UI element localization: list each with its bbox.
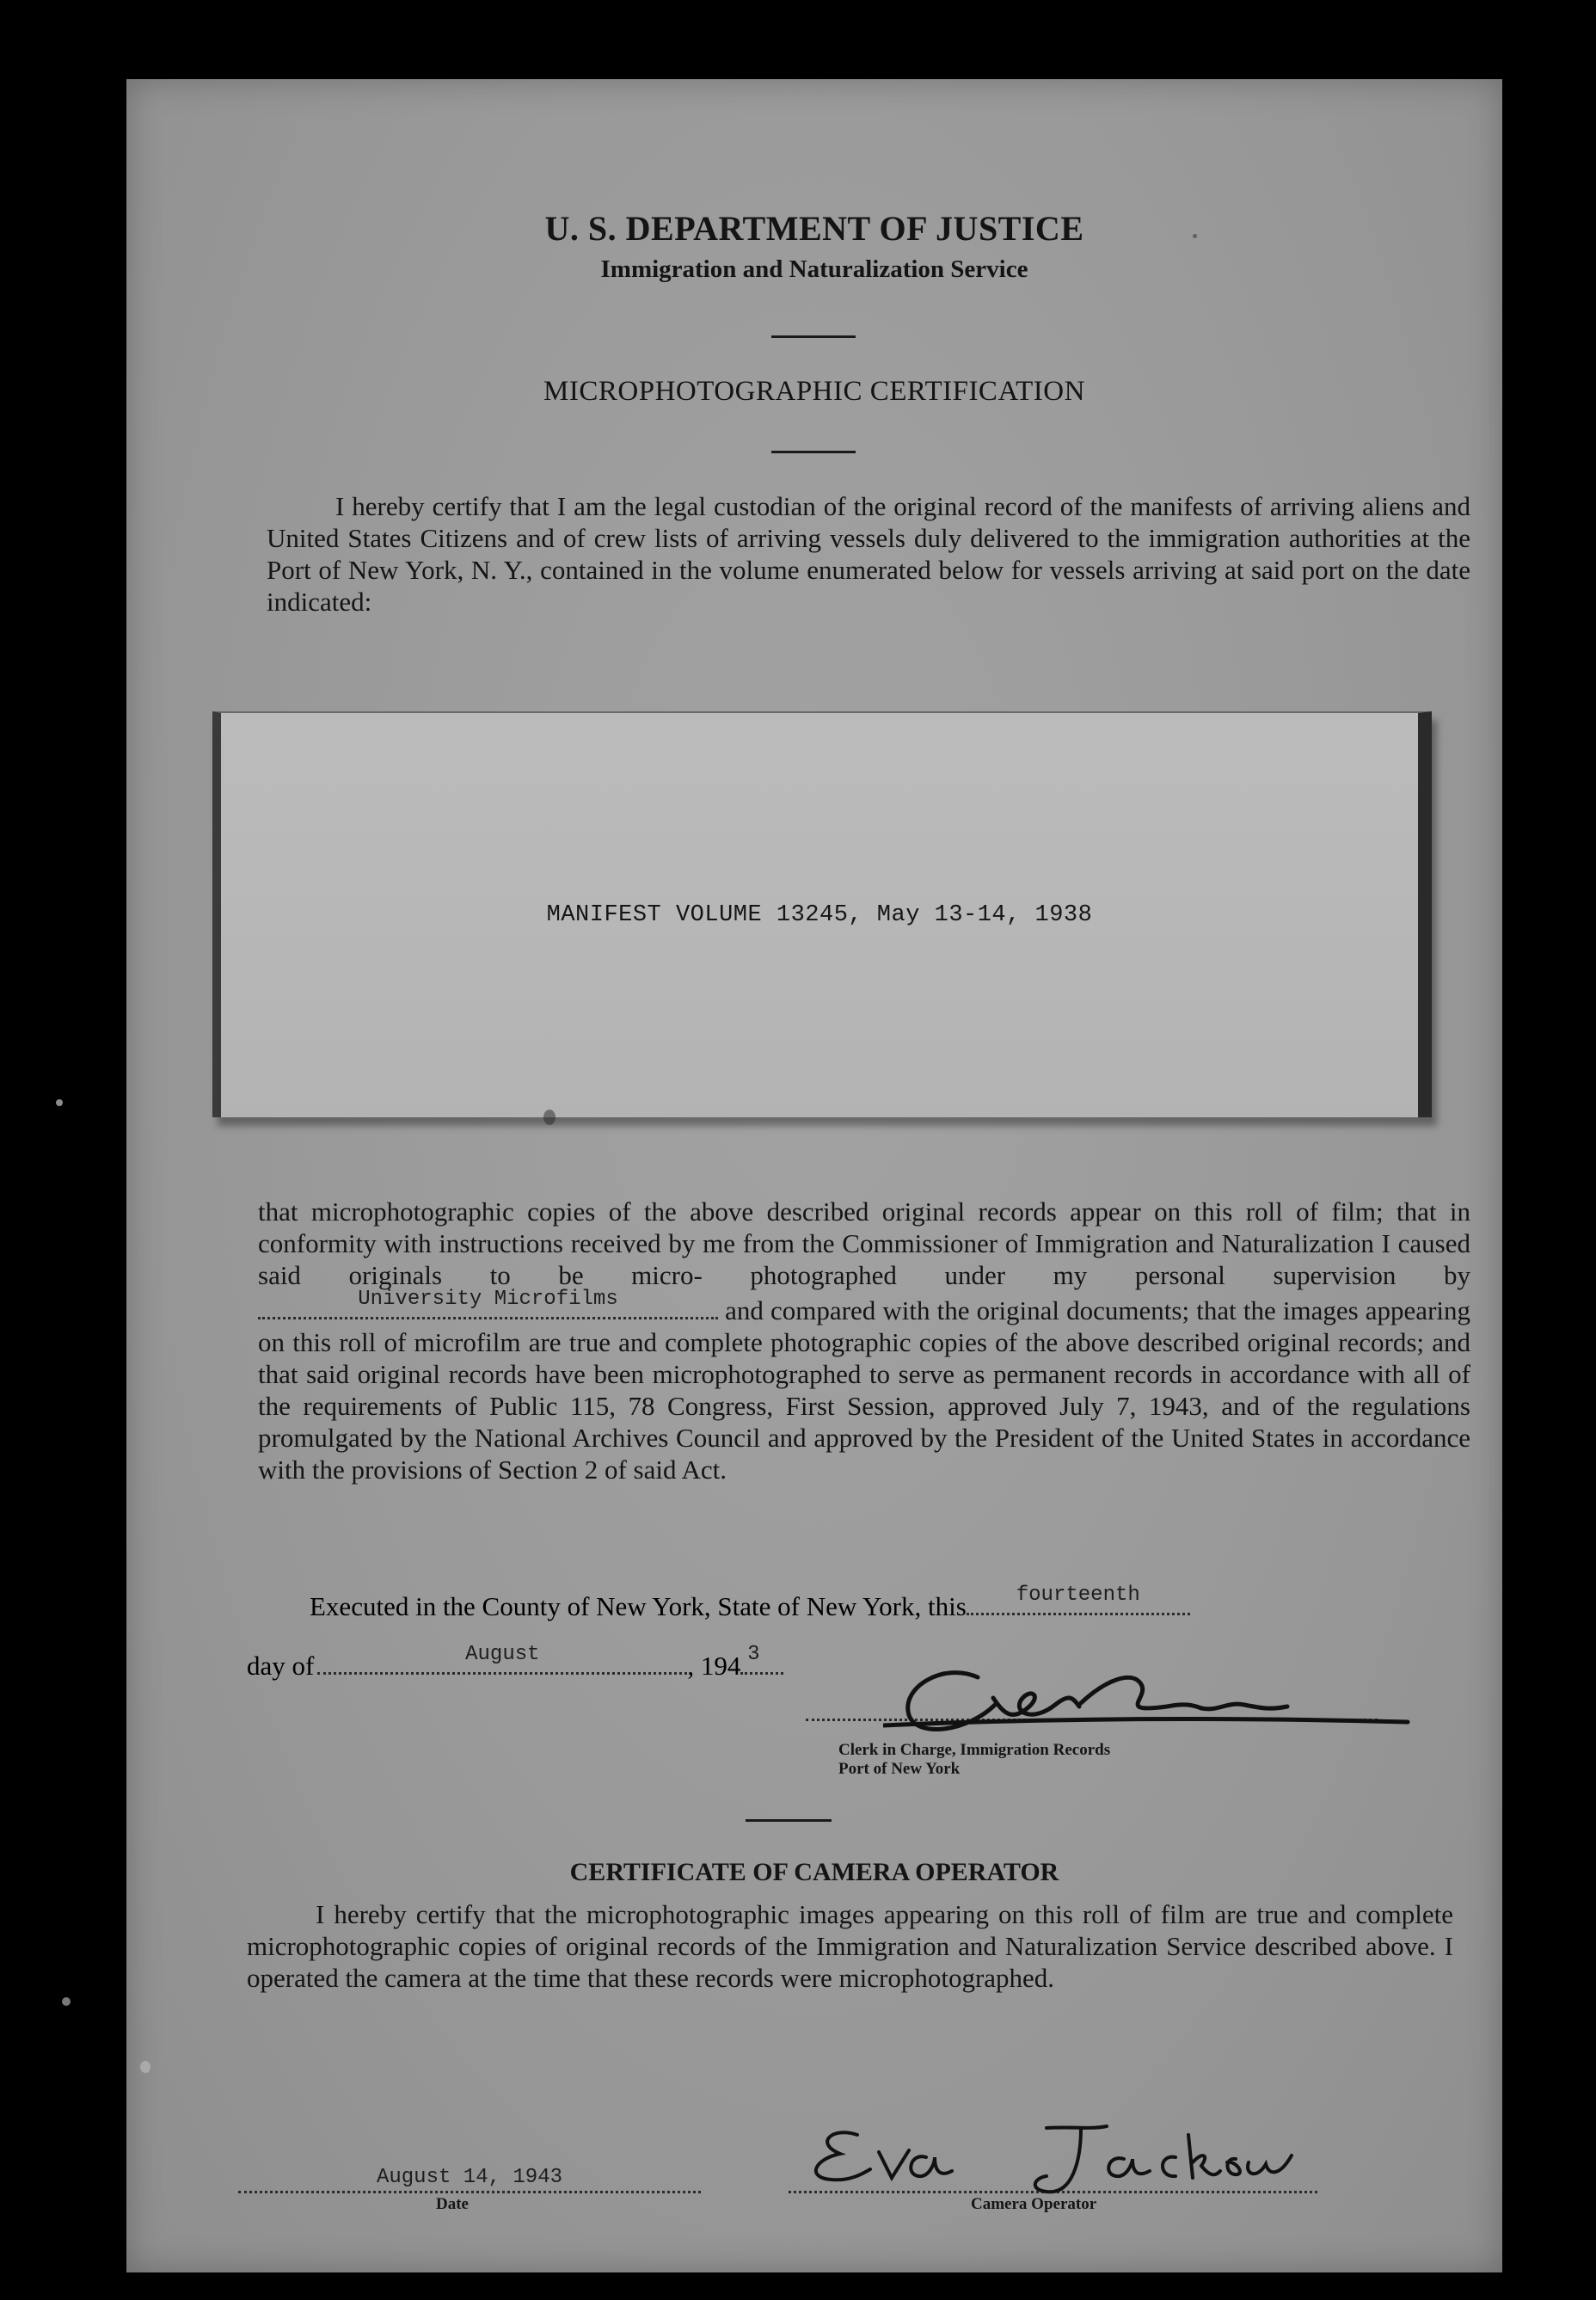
year-field (740, 1643, 783, 1675)
clerk-signature (883, 1653, 1416, 1748)
camera-date-value: August 14, 1943 (376, 2166, 563, 2189)
body-paragraph-end: and compared with the original documents; that the images appearing on this roll of microfilm are true and complete photographic copies of the above described original records; and that said original records have been microphotographed to serve as permanent records in accordance with all of the requirements of Public 115, 78 Congress, First Session, approved July 7, 1943, and of the regulations promulgated by the National Archives Council and approved by the President of the United States in accordance with the provisions of Section 2 of said Act. (258, 1295, 1471, 1485)
manifest-insert (212, 711, 1432, 1117)
film-speck (56, 1099, 63, 1106)
month-value: August (465, 1643, 540, 1666)
year-prefix: 194 (700, 1651, 741, 1681)
body-paragraph-start: that microphotographic copies of the above described original records appear on this roll of film; that in conformity with instructions received by me from the Commissioner of Immigration and Naturalization I caused said originals to be micro- (258, 1196, 1470, 1290)
certification-title: MICROPHOTOGRAPHIC CERTIFICATION (543, 376, 1085, 407)
intro-paragraph (267, 490, 1470, 618)
department-title: U. S. DEPARTMENT OF JUSTICE (544, 209, 1084, 248)
paper-blemish (1193, 234, 1197, 238)
day-of-label: day of (247, 1651, 315, 1681)
certificate-sheet (126, 79, 1502, 2272)
clerk-title-line2: Port of New York (838, 1760, 961, 1778)
divider (746, 1819, 832, 1822)
paper-blemish (543, 1110, 556, 1125)
supervision-prefix: photographed under my personal supervision by (750, 1260, 1471, 1290)
date-line: day of August , 194 3 (247, 1646, 783, 1682)
intro-paragraph-text: I hereby certify that I am the legal custodian of the original record of the manifests of arriving aliens and United States Citizens and of crew lists of arriving vessels duly delivered to the immigration authorities at the Port of New York, N. Y., contained in the volume enumerated below for vessels arriving at said port on the date indicated: (267, 491, 1470, 617)
camera-certificate-title: CERTIFICATE OF CAMERA OPERATOR (569, 1858, 1059, 1886)
month-field (317, 1643, 687, 1675)
clerk-title-line1: Clerk in Charge, Immigration Records (838, 1741, 1111, 1759)
camera-certificate-text: I hereby certify that the microphotographic images appearing on this roll of film are true and complete microphotographic copies of original records of the Immigration and Naturalization Service described above. I operated the camera at the time that these records were microphotographed. (247, 1899, 1453, 1993)
day-value: fourteenth (1016, 1584, 1140, 1607)
execution-line (310, 1584, 1190, 1622)
body-paragraph (258, 1196, 1470, 1485)
operator-label: Camera Operator (971, 2195, 1097, 2213)
year-digit: 3 (747, 1643, 760, 1666)
film-speck (140, 2061, 150, 2073)
date-field (238, 2165, 701, 2193)
execution-text: Executed in the County of New York, State of New York, this (310, 1591, 967, 1621)
service-subtitle: Immigration and Naturalization Service (600, 255, 1028, 283)
manifest-label: MANIFEST VOLUME 13245, May 13-14, 1938 (546, 902, 1093, 928)
film-speck (62, 1997, 71, 2006)
supervisor-field (258, 1288, 718, 1319)
date-label: Date (436, 2195, 469, 2213)
day-field (967, 1584, 1190, 1615)
divider (771, 451, 856, 453)
camera-certificate-paragraph (247, 1898, 1453, 1994)
supervisor-name: University Microfilms (358, 1288, 618, 1311)
operator-signature (797, 2109, 1330, 2204)
divider (771, 335, 856, 338)
